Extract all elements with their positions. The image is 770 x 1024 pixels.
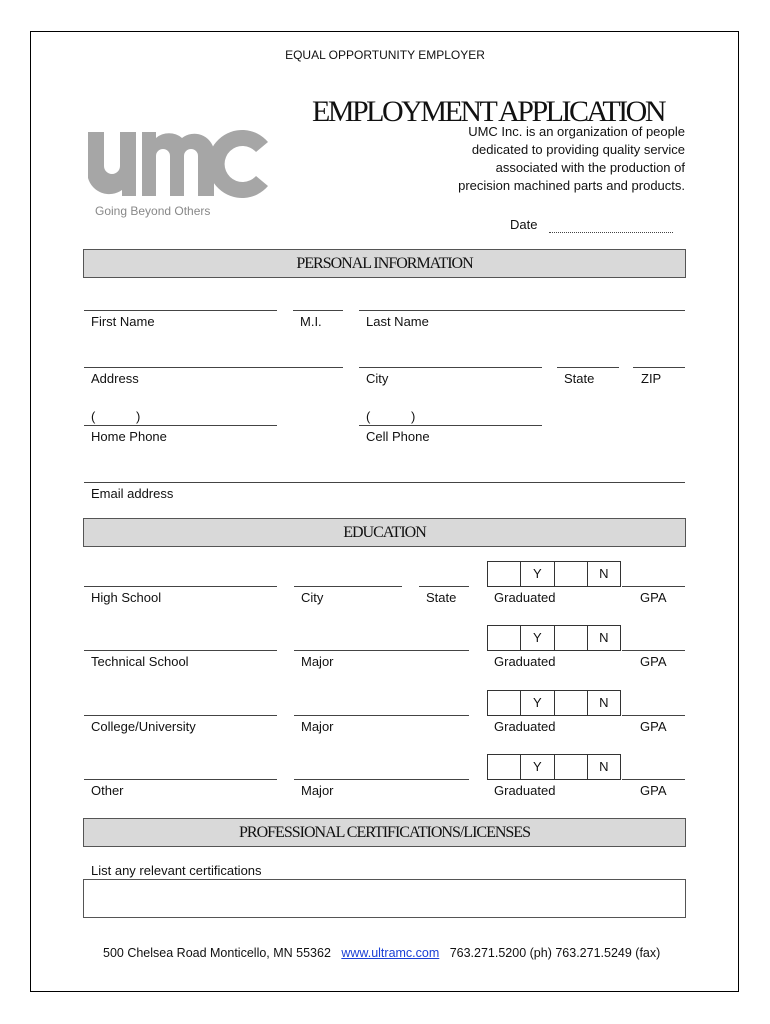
graduated-label: Graduated [494,590,556,605]
school-field[interactable] [84,715,277,716]
website-link[interactable]: www.ultramc.com [341,946,440,960]
cell-phone-field[interactable] [359,425,542,426]
employer-note: EQUAL OPPORTUNITY EMPLOYER [285,48,485,62]
gpa-field[interactable] [622,650,685,651]
graduated-blank-box[interactable] [555,626,588,650]
cell-phone-label: Cell Phone [366,429,430,444]
home-phone-paren-close: ) [136,409,141,424]
personal-info-header: PERSONAL INFORMATION [83,249,686,278]
umc-logo [86,128,270,198]
school-field[interactable] [84,779,277,780]
school-field[interactable] [84,650,277,651]
mi-field[interactable] [293,310,343,311]
graduated-label: Graduated [494,654,556,669]
gpa-field[interactable] [622,715,685,716]
graduated-no[interactable]: N [599,759,609,774]
state-field[interactable] [557,367,619,368]
graduated-yes[interactable]: Y [521,626,554,650]
mi-label: M.I. [300,314,322,329]
state-label: State [564,371,595,386]
certifications-header: PROFESSIONAL CERTIFICATIONS/LICENSES [83,818,686,847]
major-field[interactable] [294,650,469,651]
school-col2-label: Major [301,783,334,798]
graduated-checkbox-group[interactable] [487,690,621,716]
certifications-prompt: List any relevant certifications [91,863,262,878]
date-field[interactable] [549,232,673,233]
school-label: Technical School [91,654,189,669]
graduated-checkbox-group[interactable] [487,625,621,651]
graduated-checkbox-group[interactable] [487,754,621,780]
gpa-field[interactable] [622,586,685,587]
graduated-no[interactable]: N [599,695,609,710]
graduated-blank-box[interactable] [488,691,521,715]
gpa-label: GPA [640,719,667,734]
address-field[interactable] [84,367,343,368]
city-field[interactable] [359,367,542,368]
graduated-blank-box[interactable] [555,691,588,715]
major-field[interactable] [294,779,469,780]
date-label: Date [510,217,538,232]
school-label: College/University [91,719,196,734]
first-name-field[interactable] [84,310,277,311]
description-line: UMC Inc. is an organization of people [468,124,685,139]
first-name-label: First Name [91,314,155,329]
graduated-blank-box[interactable] [555,562,588,586]
footer [103,946,660,961]
gpa-field[interactable] [622,779,685,780]
graduated-yes[interactable]: Y [521,691,554,715]
gpa-label: GPA [640,654,667,669]
school-field[interactable] [84,586,277,587]
zip-field[interactable] [633,367,685,368]
graduated-no[interactable]: N [599,630,609,645]
cell-phone-paren-close: ) [411,409,416,424]
graduated-yes[interactable]: Y [521,755,554,779]
graduated-blank-box[interactable] [555,755,588,779]
graduated-yes[interactable]: Y [521,562,554,586]
description-line: precision machined parts and products. [458,178,685,193]
school-state-field[interactable] [419,586,469,587]
umc-logo-graphic [86,128,270,198]
school-label: High School [91,590,162,605]
home-phone-field[interactable] [84,425,277,426]
graduated-blank-box[interactable] [488,755,521,779]
home-phone-label: Home Phone [91,429,167,444]
email-label: Email address [91,486,174,501]
description-line: associated with the production of [495,160,685,175]
school-col2-label: Major [301,719,334,734]
home-phone-paren-open: ( [91,409,96,424]
cell-phone-paren-open: ( [366,409,371,424]
school-label: Other [91,783,124,798]
graduated-blank-box[interactable] [488,562,521,586]
school-col2-label: City [301,590,324,605]
last-name-label: Last Name [366,314,429,329]
description-line: dedicated to providing quality service [471,142,685,157]
school-col3-label: State [426,590,457,605]
logo-tagline: Going Beyond Others [95,204,211,218]
graduated-blank-box[interactable] [488,626,521,650]
last-name-field[interactable] [359,310,685,311]
education-header: EDUCATION [83,518,686,547]
school-col2-label: Major [301,654,334,669]
school-city-field[interactable] [294,586,402,587]
graduated-checkbox-group[interactable] [487,561,621,587]
form-title: EMPLOYMENT APPLICATION [312,95,664,128]
address-label: Address [91,371,139,386]
zip-label: ZIP [641,371,662,386]
graduated-no[interactable]: N [599,566,609,581]
certifications-textarea[interactable] [83,879,686,918]
graduated-label: Graduated [494,783,556,798]
company-description [430,123,685,195]
city-label: City [366,371,389,386]
email-field[interactable] [84,482,685,483]
major-field[interactable] [294,715,469,716]
gpa-label: GPA [640,590,667,605]
gpa-label: GPA [640,783,667,798]
footer-phones: 763.271.5200 (ph) 763.271.5249 (fax) [449,946,661,960]
graduated-label: Graduated [494,719,556,734]
footer-address: 500 Chelsea Road Monticello, MN 55362 [103,946,331,960]
